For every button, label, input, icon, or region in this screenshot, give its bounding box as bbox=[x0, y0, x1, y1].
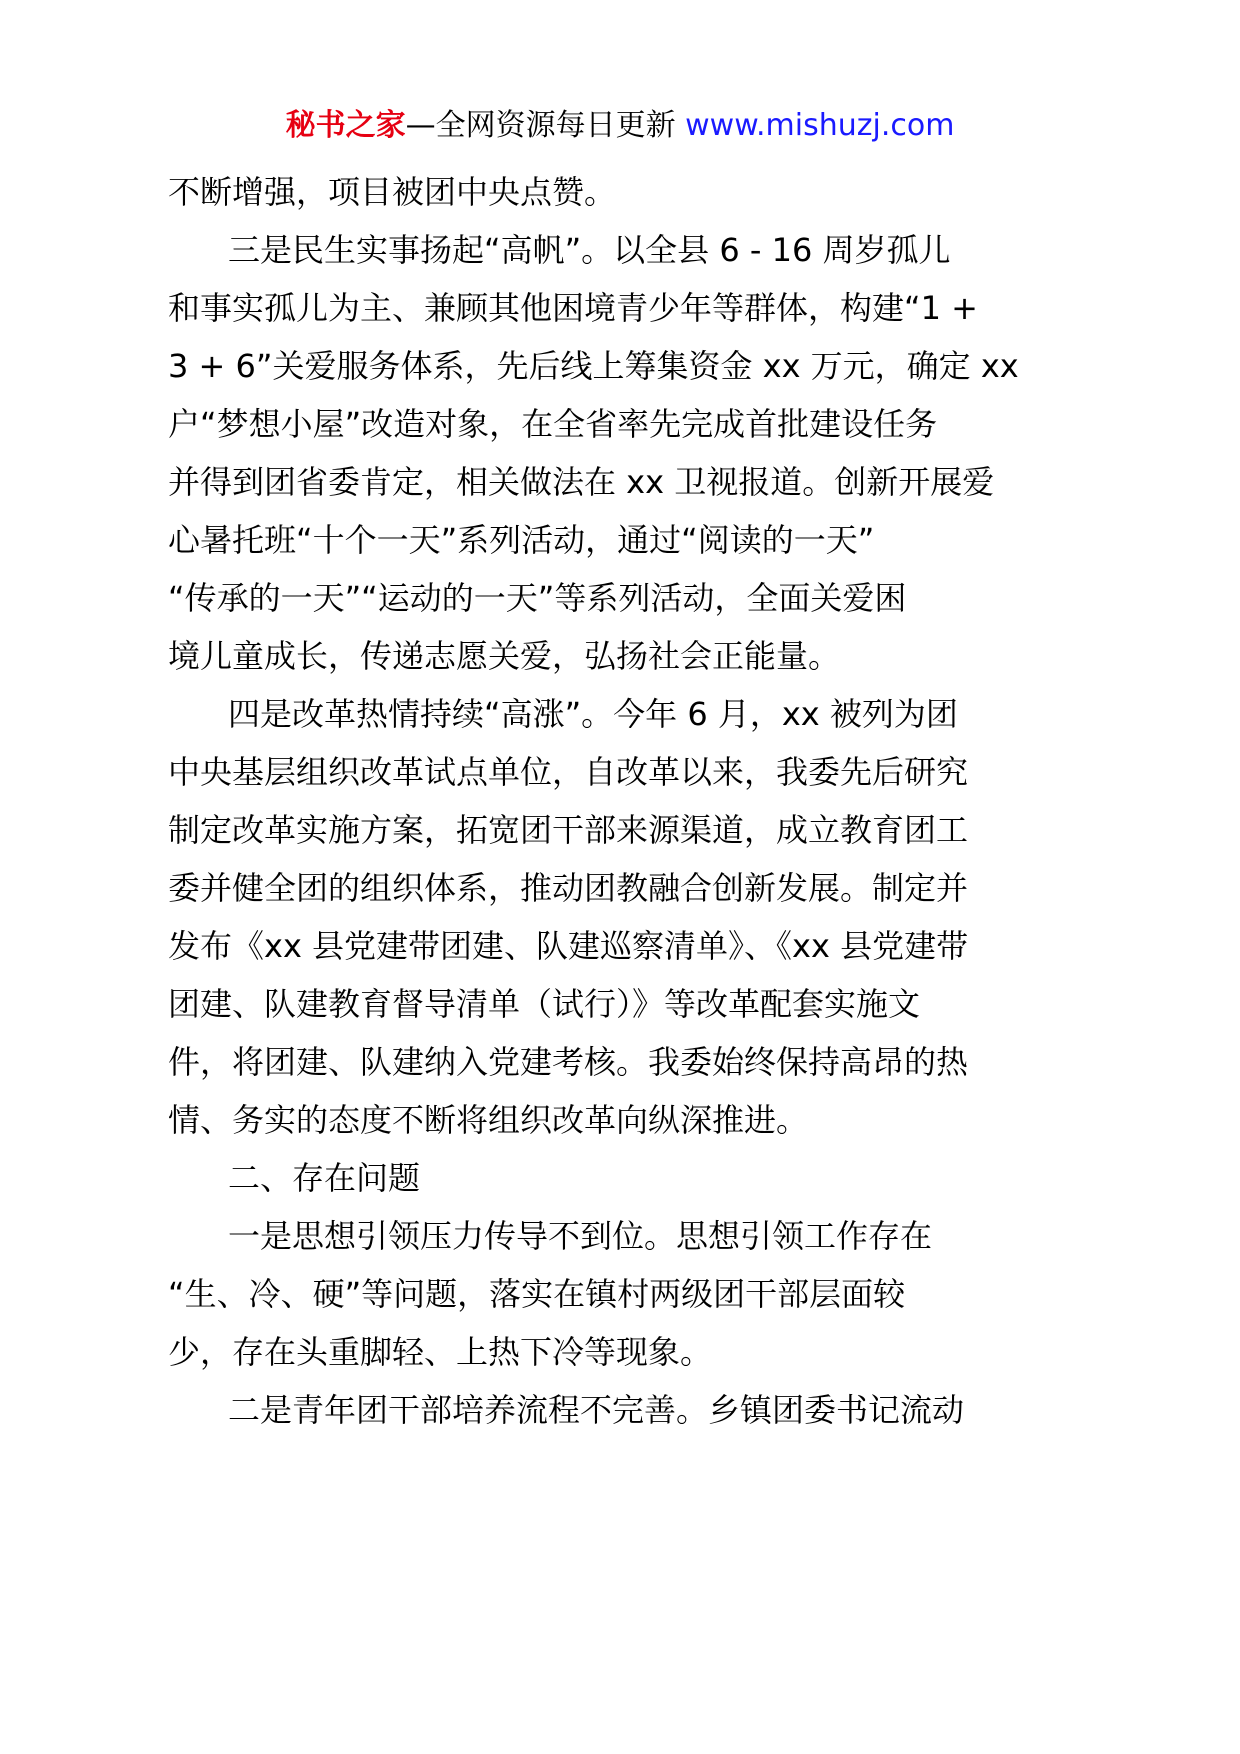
text-line: 不断增强，项目被团中央点赞。 bbox=[168, 173, 617, 211]
site-tagline: —全网资源每日更新 bbox=[405, 108, 686, 143]
site-brand: 秘书之家 bbox=[285, 108, 406, 143]
text-line: 制定改革实施方案，拓宽团干部来源渠道，成立教育团工 bbox=[168, 811, 969, 849]
text-line: 并得到团省委肯定，相关做法在 xx 卫视报道。创新开展爱 bbox=[168, 463, 995, 501]
text-line: 件，将团建、队建纳入党建考核。我委始终保持高昂的热 bbox=[168, 1043, 969, 1081]
text-line: “传承的一天”“运动的一天”等系列活动，全面关爱困 bbox=[168, 579, 907, 617]
text-line: 户“梦想小屋”改造对象，在全省率先完成首批建设任务 bbox=[168, 405, 938, 443]
text-line: 3 + 6”关爱服务体系，先后线上筹集资金 xx 万元，确定 xx bbox=[168, 347, 1019, 385]
section-heading: 二、存在问题 bbox=[228, 1159, 421, 1197]
text-line: 一是思想引领压力传导不到位。思想引领工作存在 bbox=[228, 1217, 933, 1255]
text-line: 三是民生实事扬起“高帆”。以全县 6 - 16 周岁孤儿 bbox=[228, 231, 951, 269]
text-line: 发布《xx 县党建带团建、队建巡察清单》、《xx 县党建带 bbox=[168, 927, 969, 965]
text-line: 团建、队建教育督导清单（试行）》等改革配套实施文 bbox=[168, 985, 921, 1023]
text-line: 心暑托班“十个一天”系列活动，通过“阅读的一天” bbox=[168, 521, 875, 559]
text-line: 少，存在头重脚轻、上热下冷等现象。 bbox=[168, 1333, 713, 1371]
text-line: 境儿童成长，传递志愿关爱，弘扬社会正能量。 bbox=[168, 637, 841, 675]
text-line: 四是改革热情持续“高涨”。今年 6 月，xx 被列为团 bbox=[228, 695, 958, 733]
text-line: 二是青年团干部培养流程不完善。乡镇团委书记流动 bbox=[228, 1391, 965, 1429]
text-line: 委并健全团的组织体系，推动团教融合创新发展。制定并 bbox=[168, 869, 969, 907]
site-url[interactable]: www.mishuzj.com bbox=[685, 108, 955, 143]
site-header bbox=[0, 104, 1240, 148]
text-line: “生、冷、硬”等问题，落实在镇村两级团干部层面较 bbox=[168, 1275, 906, 1313]
text-line: 和事实孤儿为主、兼顾其他困境青少年等群体，构建“1 + bbox=[168, 289, 978, 327]
text-line: 情、务实的态度不断将组织改革向纵深推进。 bbox=[168, 1101, 809, 1139]
text-line: 中央基层组织改革试点单位，自改革以来，我委先后研究 bbox=[168, 753, 969, 791]
